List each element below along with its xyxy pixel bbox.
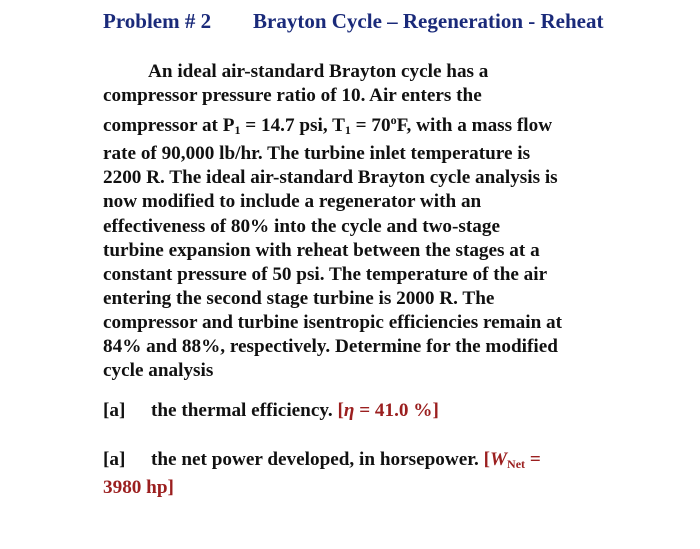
statement-line: entering the second stage turbine is 2000 R. The: [103, 287, 495, 309]
superscript: o: [390, 113, 397, 128]
problem-label: Problem # 2: [103, 9, 212, 33]
statement-line: compressor pressure ratio of 10. Air enters the: [103, 85, 482, 107]
subscript: 1: [344, 123, 351, 138]
statement-line: cycle analysis: [103, 360, 214, 382]
item-text: the net power developed, in horsepower.: [151, 449, 484, 470]
answer-bracket: [: [483, 449, 490, 470]
answer-net-power: [484, 449, 541, 470]
text-fragment: F, with a mass flow: [396, 115, 553, 137]
subscript: Net: [507, 457, 526, 471]
answer-value: = 41.0 %]: [354, 400, 439, 421]
problem-header: [103, 8, 604, 34]
problem-statement: [103, 60, 603, 383]
statement-line: rate of 90,000 lb/hr. The turbine inlet temperature is: [103, 143, 531, 165]
statement-line: 2200 R. The ideal air-standard Brayton cycle analysis is: [103, 167, 558, 189]
question-item-efficiency: [103, 399, 439, 423]
statement-line: turbine expansion with reheat between the stages at a: [103, 239, 540, 261]
statement-line: compressor and turbine isentropic efficiencies remain at: [103, 311, 563, 333]
answer-bracket: [: [337, 400, 344, 421]
text-fragment: = 14.7 psi, T: [240, 115, 345, 137]
statement-line: An ideal air-standard Brayton cycle has a: [148, 61, 489, 82]
text-fragment: compressor at P: [103, 115, 235, 137]
text-fragment: = 70: [350, 115, 391, 137]
problem-title: Brayton Cycle – Regeneration - Reheat: [253, 9, 604, 33]
statement-line: [103, 108, 603, 142]
w-symbol: W: [489, 449, 508, 470]
item-tag: [a]: [103, 400, 126, 421]
answer-equals: =: [525, 449, 541, 470]
answer-efficiency: [337, 400, 438, 421]
answer-net-power-value: 3980 hp]: [103, 477, 174, 499]
statement-line: constant pressure of 50 psi. The temperature of the air: [103, 263, 548, 285]
eta-symbol: η: [343, 400, 355, 421]
statement-line: now modified to include a regenerator with an: [103, 191, 482, 213]
statement-line: effectiveness of 80% into the cycle and two-stage: [103, 215, 500, 237]
item-text: the thermal efficiency.: [151, 400, 338, 421]
subscript: 1: [234, 123, 241, 138]
question-item-net-power: [103, 448, 541, 500]
statement-line: 84% and 88%, respectively. Determine for the modified: [103, 336, 558, 358]
item-tag: [a]: [103, 449, 126, 470]
